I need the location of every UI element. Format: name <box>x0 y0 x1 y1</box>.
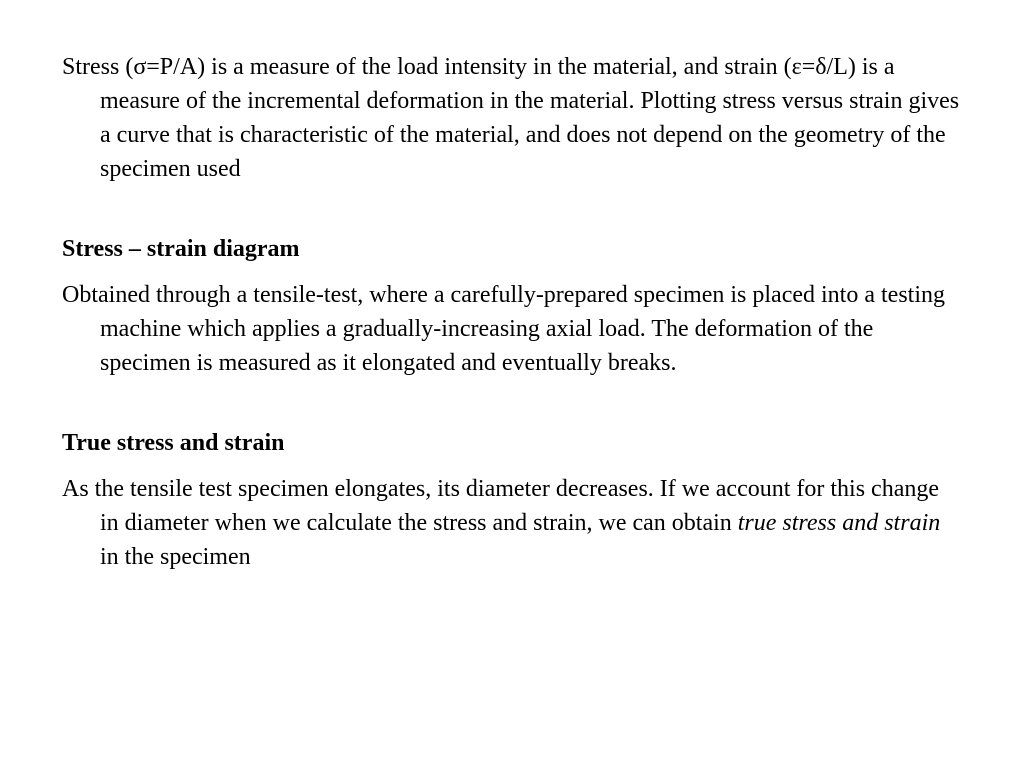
stress-strain-diagram-heading: Stress – strain diagram <box>62 236 300 262</box>
spacer <box>62 380 962 426</box>
slide-content <box>62 50 962 574</box>
true-stress-strain-heading: True stress and strain <box>62 430 285 456</box>
true-stress-text-after: in the specimen <box>100 544 251 570</box>
true-stress-strain-paragraph <box>62 472 962 574</box>
spacer <box>62 186 962 232</box>
true-stress-italic-term: true stress and strain <box>737 510 941 536</box>
intro-paragraph: Stress (σ=P/A) is a measure of the load intensity in the material, and strain (ε=δ/L) is a measure of the incremental deformation in the material. Plotting stress versus strain gives a curve that is characteristic of the material, and does not depend on the geometry of the specimen used <box>62 54 960 182</box>
true-stress-text-before: As the tensile test specimen elongates, its diameter decreases. If we account for this change in diameter when we calculate the stress and strain, we can obtain <box>62 476 940 536</box>
stress-strain-diagram-paragraph: Obtained through a tensile-test, where a carefully-prepared specimen is placed into a testing machine which applies a gradually-increasing axial load. The deformation of the specimen is measured as it elongated and eventually breaks. <box>62 282 945 376</box>
spacer <box>62 266 962 278</box>
spacer <box>62 460 962 472</box>
